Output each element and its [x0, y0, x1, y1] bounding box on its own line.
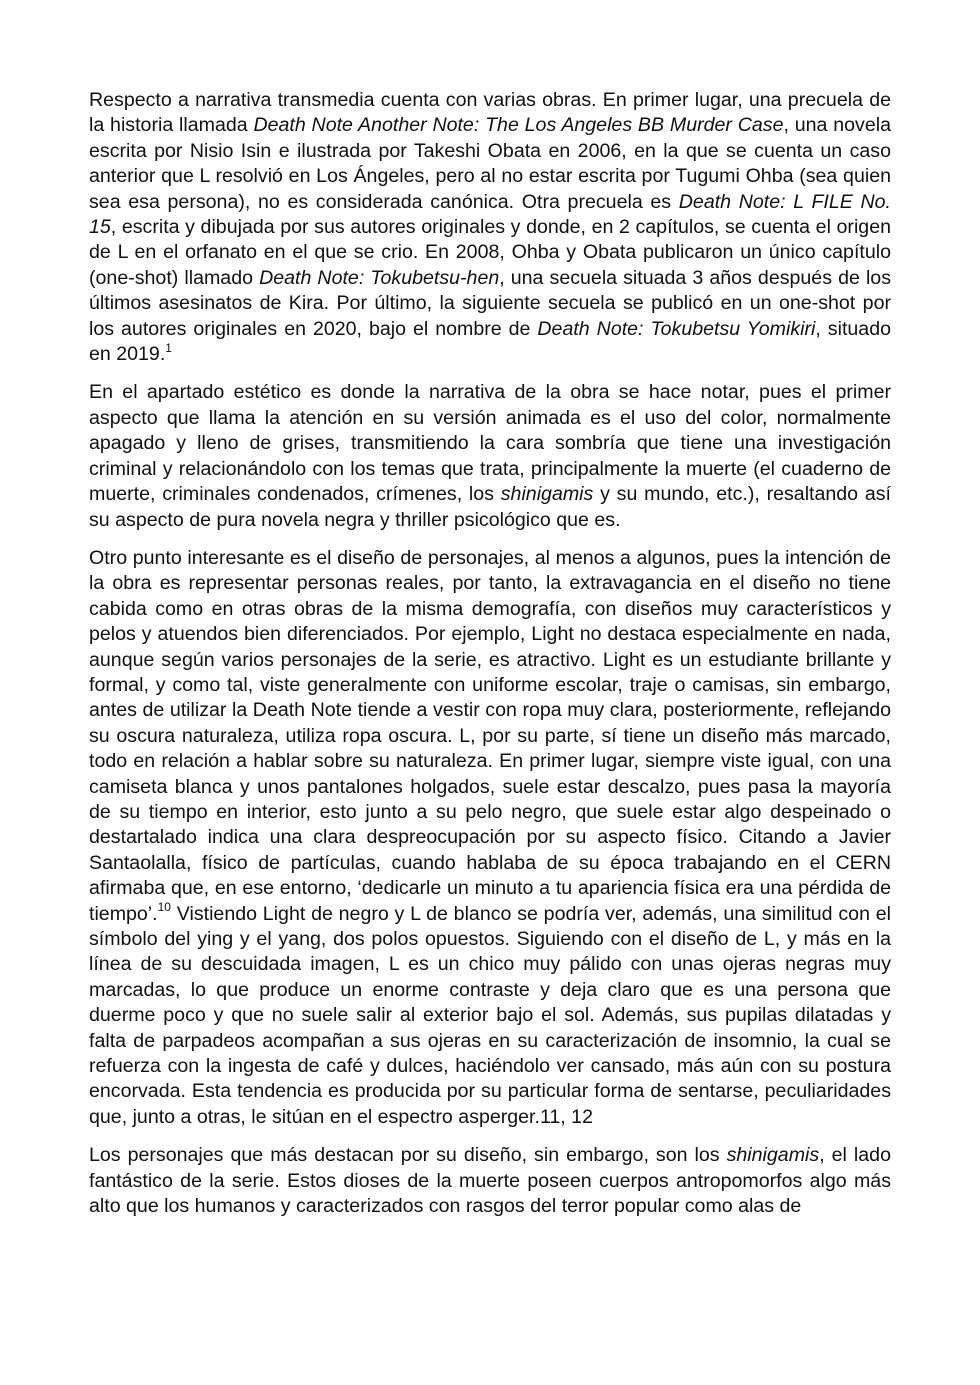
text-segment: , el lado fantástico de la serie. Estos dioses de la muerte poseen cuerpos antropomorfos algo más alto que los humanos y caracterizados con rasgos del terror popular como alas de: [89, 1144, 891, 1218]
italic-title-tokubetsu-hen: Death Note: Tokubetsu-hen: [259, 266, 500, 289]
italic-term-shinigamis: shinigamis: [500, 483, 594, 506]
paragraph-shinigamis: [89, 1143, 891, 1219]
text-segment: Los personajes que más destacan por su diseño, sin embargo, son los: [89, 1144, 727, 1167]
footnote-reference: 10: [157, 900, 171, 915]
italic-title-l-file: Death Note: L FILE No. 15: [89, 190, 891, 239]
paragraph-transmedia: [89, 88, 891, 367]
text-segment: , una secuela situada 3 años después de los últimos asesinatos de Kira. Por último, la siguiente secuela se publicó en un one-shot por los autores originales en 2020, bajo el nombre de: [89, 266, 891, 340]
text-segment: y su mundo, etc.), resaltando así su aspecto de pura novela negra y thriller psicológico que es.: [89, 483, 891, 531]
italic-term-shinigamis: shinigamis: [726, 1144, 820, 1167]
text-segment: , escrita y dibujada por sus autores originales y donde, en 2 capítulos, se cuenta el origen de L en el orfanato en el que se crio. En 2008, Ohba y Obata publicaron un único capítulo (one-shot) llamado: [89, 216, 891, 289]
document-page: [89, 88, 891, 1219]
text-segment: En el apartado estético es donde la narrativa de la obra se hace notar, pues el primer aspecto que llama la atención en su versión animada es el uso del color, normalmente apagado y lleno de grises, transmitiendo la cara sombría que tiene una investigación criminal y relacionándolo con los temas que trata, principalmente la muerte (el cuaderno de muerte, criminales condenados, crímenes, los: [89, 381, 891, 506]
text-segment: Vistiendo Light de negro y L de blanco se podría ver, además, una similitud con el símbolo del ying y el yang, dos polos opuestos. Siguiendo con el diseño de L, y más en la línea de su descuidada imagen, L es un chico muy pálido con unas ojeras negras muy marcadas, lo que produce un enorme contraste y deja claro que es una persona que duerme poco y que no suele salir al exterior bajo el sol. Además, sus pupilas dilatadas y falta de parpadeos acompañan a sus ojeras en su caracterización de insomnio, la cual se refuerza con la ingesta de café y dulces, haciéndolo ver cansado, más aún con su postura encorvada. Esta tendencia es producida por su particular forma de sentarse, peculiaridades que, junto a otras, le sitúan en el espectro asperger.11, 12: [89, 902, 891, 1128]
text-segment: Respecto a narrativa transmedia cuenta con varias obras. En primer lugar, una precuela de la historia llamada: [89, 89, 891, 137]
paragraph-estetica: [89, 380, 891, 532]
text-segment: , una novela escrita por Nisio Isin e ilustrada por Takeshi Obata en 2006, en la que se cuenta un caso anterior que L resolvió en Los Ángeles, pero al no estar escrita por Tugumi Ohba (sea quien sea esa persona), no es considerada canónica. Otra precuela es: [89, 114, 891, 213]
italic-title-tokubetsu-yomikiri: Death Note: Tokubetsu Yomikiri: [537, 317, 816, 340]
text-segment: , situado en 2019.: [89, 317, 891, 366]
text-segment: Otro punto interesante es el diseño de personajes, al menos a algunos, pues la intención de la obra es representar personas reales, por tanto, la extravagancia en el diseño no tiene cabida como en otras obras de la misma demografía, con diseños muy característicos y pelos y atuendos bien diferenciados. Por ejemplo, Light no destaca especialmente en nada, aunque según varios personajes de la serie, es atractivo. Light es un estudiante brillante y formal, y como tal, viste generalmente con uniforme escolar, traje o camisas, sin embargo, antes de utilizar la Death Note tiende a vestir con ropa muy clara, posteriormente, reflejando su oscura naturaleza, utiliza ropa oscura. L, por su parte, sí tiene un diseño más marcado, todo en relación a hablar sobre su naturaleza. En primer lugar, siempre viste igual, con una camiseta blanca y unos pantalones holgados, suele estar descalzo, pues pasa la mayoría de su tiempo en interior, esto junto a su pelo negro, que suele estar algo despeinado o destartalado indica una clara despreocupación por su aspecto físico. Citando a Javier Santaolalla, físico de partículas, cuando hablaba de su época trabajando en el CERN afirmaba que, en ese entorno, ‘dedicarle un minuto a tu apariencia física era una pérdida de tiempo’.: [89, 546, 891, 925]
paragraph-diseno-personajes: [89, 546, 891, 1130]
italic-title-another-note: Death Note Another Note: The Los Angeles BB Murder Case: [253, 114, 784, 137]
footnote-reference: 1: [165, 340, 172, 355]
